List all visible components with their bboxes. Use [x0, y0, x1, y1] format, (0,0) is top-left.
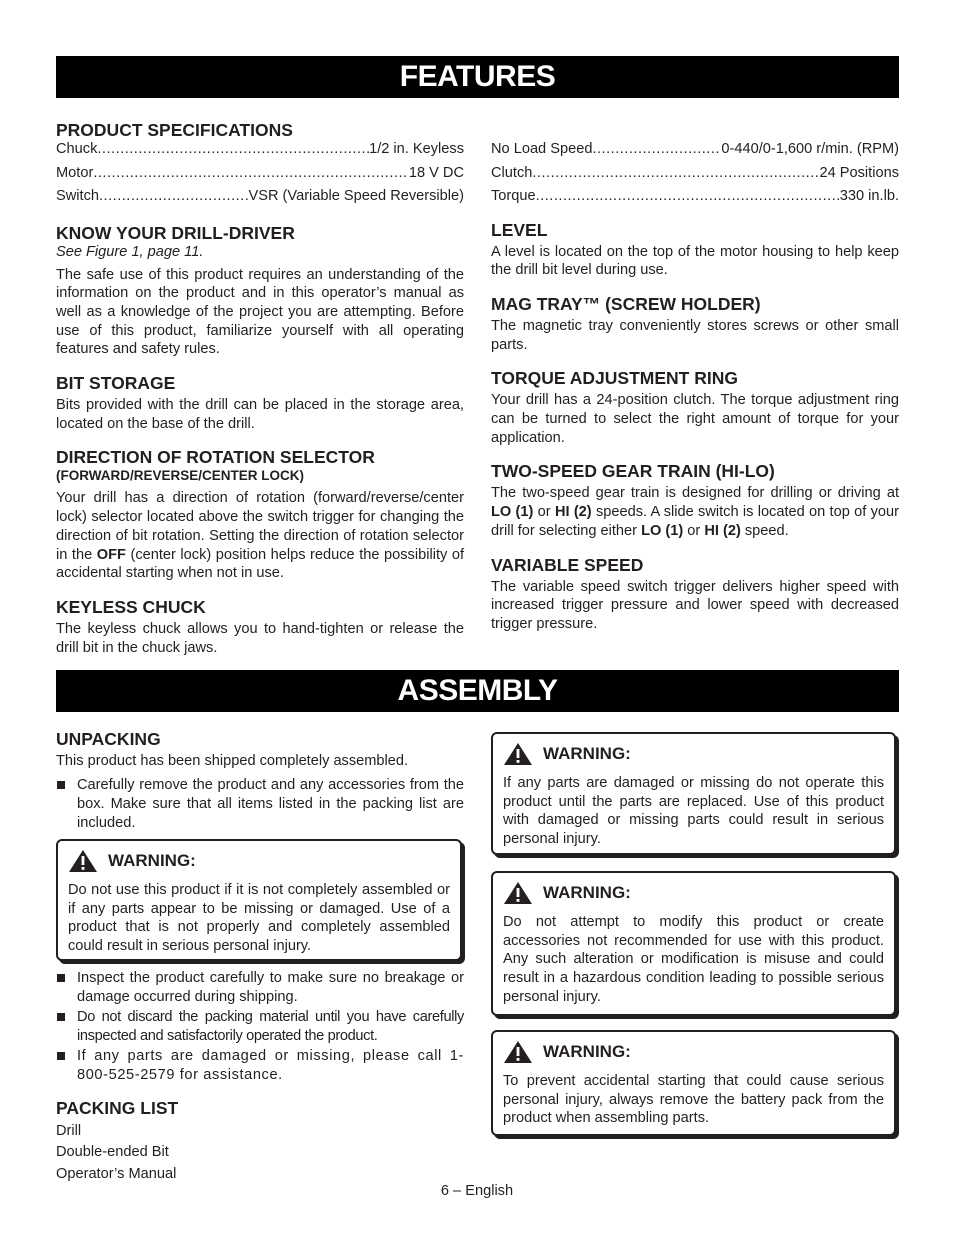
page-footer: 6 – English — [440, 1183, 514, 1199]
product-specifications-heading: PRODUCT SPECIFICATIONS — [56, 120, 293, 140]
spec-row-motor: Motor ..... 18 V DC — [56, 162, 464, 186]
mag-tray-heading: MAG TRAY™ (SCREW HOLDER) — [491, 293, 761, 314]
torque-ring-body: Your drill has a 24-position clutch. The torque adjustment ring can be turned to select the right amount of torque for your application. — [491, 392, 899, 446]
assembly-banner: ASSEMBLY — [56, 670, 899, 712]
mag-tray-body: The magnetic tray conveniently stores screws or other small parts. — [491, 317, 899, 353]
list-item: Double-ended Bit — [56, 1144, 169, 1161]
warning-title: WARNING: — [68, 849, 450, 873]
features-banner: FEATURES — [56, 56, 899, 98]
direction-selector-body: Your drill has a direction of rotation (forward/reverse/center lock) selector located above the switch trigger for changing the direction of bit rotation. Setting the direction of rotation selector in the OFF (center lock) position helps reduce the possibility of accidental starting when not in use. — [56, 490, 464, 582]
list-item: Operator’s Manual — [56, 1165, 177, 1182]
spec-row-clutch: Clutch ..... 24 Positions — [491, 162, 899, 186]
assembly-left-column — [56, 729, 464, 833]
parts-missing-warning-box — [491, 732, 896, 855]
warning-body: Do not attempt to modify this product or create accessories not recommended for use with this product. Any such alteration or modification is misuse and could result in a hazardous condition leading to possible serious personal injury. — [503, 914, 884, 1005]
modification-warning-box — [491, 871, 896, 1016]
warning-title: WARNING: — [503, 881, 884, 905]
square-bullet-icon — [57, 974, 65, 982]
variable-speed-heading: VARIABLE SPEED — [491, 554, 644, 575]
packing-list — [56, 1121, 464, 1185]
bit-storage-heading: BIT STORAGE — [56, 373, 176, 394]
direction-selector-subheading: (FORWARD/REVERSE/CENTER LOCK) — [56, 468, 305, 484]
keyless-chuck-heading: KEYLESS CHUCK — [56, 596, 206, 617]
figure-reference: See Figure 1, page 11. — [56, 243, 204, 260]
warning-triangle-icon — [503, 742, 533, 766]
direction-selector-heading: DIRECTION OF ROTATION SELECTOR — [56, 447, 375, 468]
square-bullet-icon — [57, 1052, 65, 1060]
features-right-column — [491, 138, 899, 634]
variable-speed-body: The variable speed switch trigger delivers higher speed with increased trigger pressure and lower speed with decreased trigger pressure. — [491, 578, 899, 632]
list-item: Drill — [56, 1123, 82, 1139]
level-body: A level is located on the top of the motor housing to help keep the drill bit level during use. — [491, 243, 899, 279]
spec-row-no-load-speed: No Load Speed ..... 0-440/0-1,600 r/min. (RPM) — [491, 138, 899, 162]
warning-title: WARNING: — [503, 1040, 884, 1064]
square-bullet-icon — [57, 781, 65, 789]
warning-body: To prevent accidental starting that could cause serious personal injury, always remove the battery pack from the product when assembling parts. — [503, 1073, 884, 1127]
know-your-drill-heading: KNOW YOUR DRILL-DRIVER — [56, 222, 295, 243]
keyless-chuck-body: The keyless chuck allows you to hand-tighten or release the drill bit in the chuck jaws. — [56, 620, 464, 656]
square-bullet-icon — [57, 1013, 65, 1021]
list-item: Do not discard the packing material until you have carefully inspected and satisfactorily operated the product. — [56, 1008, 464, 1046]
two-speed-heading: TWO-SPEED GEAR TRAIN (HI-LO) — [491, 461, 775, 482]
unpacking-warning-box — [56, 839, 462, 961]
left-specs — [56, 138, 464, 209]
features-left-column — [56, 120, 464, 657]
list-item: If any parts are damaged or missing, please call 1-800-525-2579 for assistance. — [56, 1047, 464, 1085]
warning-title: WARNING: — [503, 742, 884, 766]
warning-triangle-icon — [503, 1040, 533, 1064]
battery-warning-box — [491, 1030, 896, 1136]
right-specs — [491, 138, 899, 209]
warning-body: If any parts are damaged or missing do not operate this product until the parts are replaced. Use of this product with damaged or missing parts could result in serious personal injury. — [503, 775, 884, 848]
list-item: Inspect the product carefully to make sure no breakage or damage occurred during shipping. — [56, 969, 464, 1007]
bit-storage-body: Bits provided with the drill can be placed in the storage area, located on the base of the drill. — [56, 397, 464, 432]
level-heading: LEVEL — [491, 219, 548, 240]
unpacking-heading: UNPACKING — [56, 729, 161, 749]
unpacking-intro: This product has been shipped completely assembled. — [56, 753, 409, 769]
spec-row-torque: Torque ..... 330 in.lb. — [491, 185, 899, 209]
warning-body: Do not use this product if it is not completely assembled or if any parts appear to be missing or damaged. Use of a product that is not properly and completely assembled could result in serious personal injury. — [68, 882, 450, 955]
spec-row-switch: Switch ..... VSR (Variable Speed Reversible) — [56, 185, 464, 209]
two-speed-body: The two-speed gear train is designed for drilling or driving at LO (1) or HI (2) speeds. A slide switch is located on top of your drill for selecting either LO (1) or HI (2) speed. — [491, 485, 899, 539]
torque-ring-heading: TORQUE ADJUSTMENT RING — [491, 368, 738, 389]
packing-list-heading: PACKING LIST — [56, 1098, 179, 1118]
know-your-drill-body: The safe use of this product requires an understanding of the information on the product and in this operator’s manual as well as a knowledge of the project you are attempting. Before use of this product, familiarize yourself with all operating features and safety rules. — [56, 266, 464, 358]
list-item: Carefully remove the product and any accessories from the box. Make sure that all items listed in the packing list are included. — [56, 776, 464, 833]
warning-triangle-icon — [503, 881, 533, 905]
spec-row-chuck: Chuck ..... 1/2 in. Keyless — [56, 138, 464, 162]
warning-triangle-icon — [68, 849, 98, 873]
unpacking-more-bullets — [56, 969, 464, 1185]
